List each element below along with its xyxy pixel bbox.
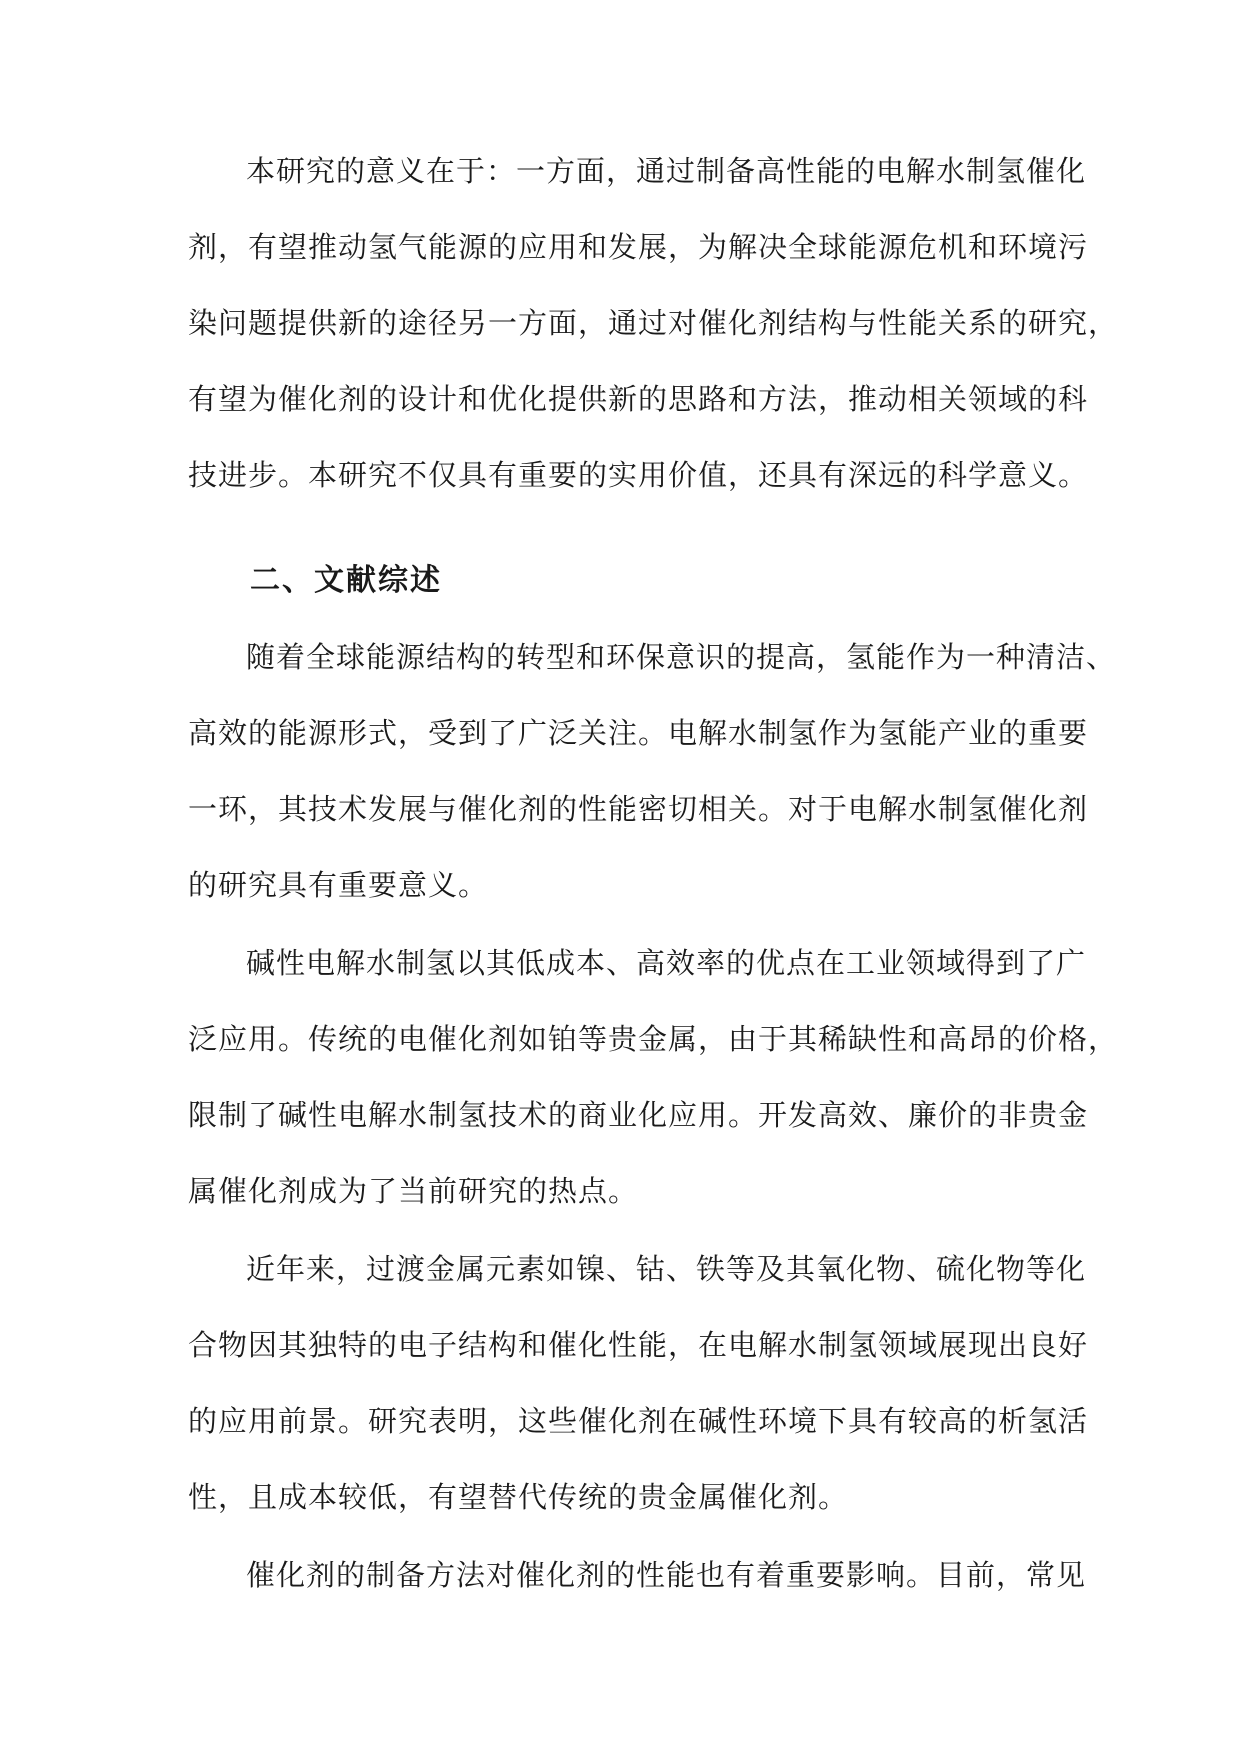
paragraph-line: 碱性电解水制氢以其低成本、高效率的优点在工业领域得到了广 (246, 946, 1087, 980)
paragraph-line: 本研究的意义在于：一方面，通过制备高性能的电解水制氢催化 (246, 154, 1087, 188)
review-paragraph-1 (188, 619, 1117, 923)
paragraph-line: 剂，有望推动氢气能源的应用和发展，为解决全球能源危机和环境污 (188, 230, 1089, 264)
paragraph-line: 泛应用。传统的电催化剂如铂等贵金属，由于其稀缺性和高昂的价格， (188, 1022, 1119, 1056)
paragraph-line: 一环，其技术发展与催化剂的性能密切相关。对于电解水制氢催化剂 (188, 792, 1089, 826)
paragraph-line: 属催化剂成为了当前研究的热点。 (188, 1174, 639, 1208)
paragraph-line: 有望为催化剂的设计和优化提供新的思路和方法，推动相关领域的科 (188, 382, 1089, 416)
paragraph-line: 的应用前景。研究表明，这些催化剂在碱性环境下具有较高的析氢活 (188, 1404, 1089, 1438)
review-paragraph-3 (188, 1231, 1089, 1535)
paragraph-line: 合物因其独特的电子结构和催化性能，在电解水制氢领域展现出良好 (188, 1328, 1089, 1362)
paragraph-line: 的研究具有重要意义。 (188, 868, 489, 902)
paragraph-line: 限制了碱性电解水制氢技术的商业化应用。开发高效、廉价的非贵金 (188, 1098, 1089, 1132)
paragraph-line: 高效的能源形式，受到了广泛关注。电解水制氢作为氢能产业的重要 (188, 716, 1089, 750)
paragraph-line: 近年来，过渡金属元素如镍、钴、铁等及其氧化物、硫化物等化 (246, 1252, 1087, 1286)
paragraph-line: 随着全球能源结构的转型和环保意识的提高，氢能作为一种清洁、 (246, 640, 1117, 674)
paragraph-line: 性，且成本较低，有望替代传统的贵金属催化剂。 (188, 1480, 849, 1514)
paragraph-line: 染问题提供新的途径另一方面，通过对催化剂结构与性能关系的研究， (188, 306, 1119, 340)
paragraph-line: 技进步。本研究不仅具有重要的实用价值，还具有深远的科学意义。 (188, 458, 1089, 492)
review-paragraph-2 (188, 925, 1119, 1229)
section-heading: 二、文献综述 (250, 563, 442, 598)
significance-paragraph (188, 133, 1119, 513)
review-paragraph-4 (188, 1537, 1087, 1613)
paragraph-line: 催化剂的制备方法对催化剂的性能也有着重要影响。目前，常见 (246, 1558, 1087, 1592)
